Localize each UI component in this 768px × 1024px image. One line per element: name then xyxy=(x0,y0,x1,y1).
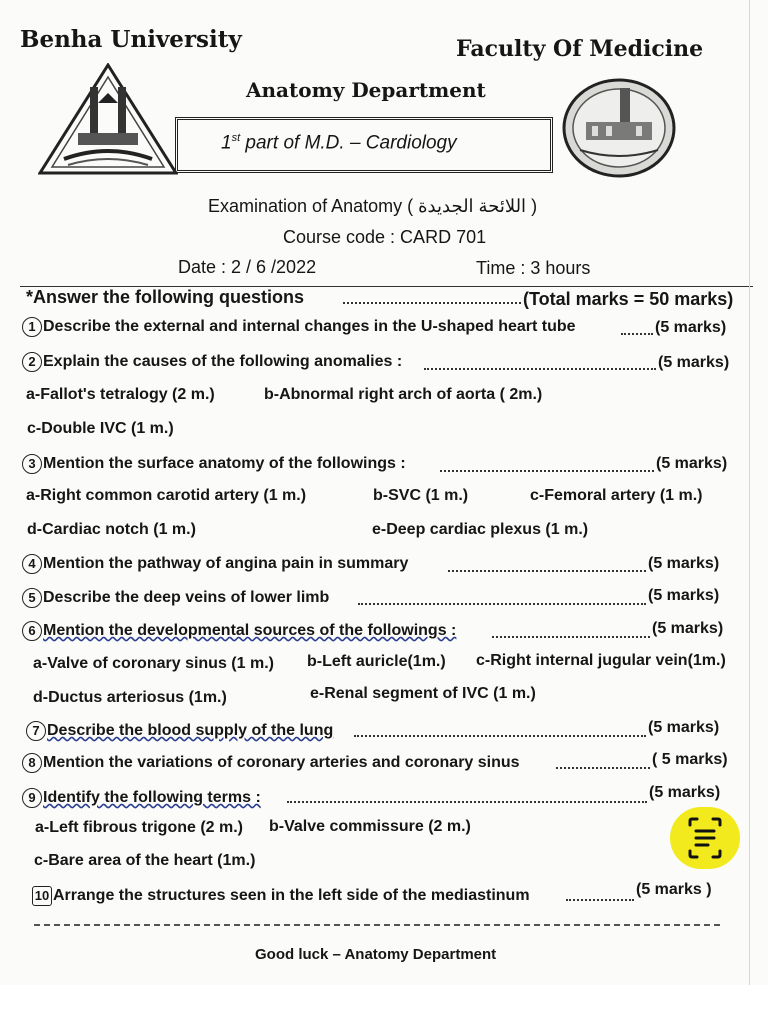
question-3: 3 Mention the surface anatomy of the followings : xyxy=(22,454,406,474)
q3-item-e: e-Deep cardiac plexus (1 m.) xyxy=(372,521,589,538)
q6-item-d: d-Ductus arteriosus (1m.) xyxy=(33,689,227,706)
question-6-marks: (5 marks) xyxy=(652,620,724,637)
q9-item-a: a-Left fibrous trigone (2 m.) xyxy=(35,819,243,836)
q9-item-c: c-Bare area of the heart (1m.) xyxy=(34,852,256,869)
q3-item-d: d-Cardiac notch (1 m.) xyxy=(27,521,196,538)
q9-item-b: b-Valve commissure (2 m.) xyxy=(269,818,471,835)
exam-date: Date : 2 / 6 /2022 xyxy=(178,257,317,277)
q6-item-a: a-Valve of coronary sinus (1 m.) xyxy=(33,655,274,672)
dot-leader xyxy=(448,570,646,572)
benha-university-logo-icon xyxy=(38,63,178,175)
question-2: 2 Explain the causes of the following anomalies : xyxy=(22,352,402,372)
total-marks: (Total marks = 50 marks) xyxy=(523,289,734,309)
question-9-marks: (5 marks) xyxy=(649,784,721,801)
dot-leader xyxy=(287,801,647,803)
text-scan-glyph xyxy=(670,807,740,869)
question-8: 8 Mention the variations of coronary arteries and coronary sinus xyxy=(22,753,520,773)
faculty-seal-icon xyxy=(562,78,676,178)
q2-item-a: a-Fallot's tetralogy (2 m.) xyxy=(26,386,215,403)
dashed-separator xyxy=(34,924,720,926)
question-5-marks: (5 marks) xyxy=(648,587,720,604)
question-8-marks: ( 5 marks) xyxy=(652,751,728,768)
course-code: Course code : CARD 701 xyxy=(283,227,487,247)
dot-leader xyxy=(492,636,650,638)
dot-leader xyxy=(424,368,656,370)
q6-item-b: b-Left auricle(1m.) xyxy=(307,653,446,670)
q3-item-b: b-SVC (1 m.) xyxy=(373,487,469,504)
dot-leader xyxy=(354,735,646,737)
bottom-margin xyxy=(0,985,768,1024)
text-scan-icon[interactable] xyxy=(670,807,740,869)
question-9: 9 Identify the following terms : xyxy=(22,788,261,808)
question-7-marks: (5 marks) xyxy=(648,719,720,736)
question-4-marks: (5 marks) xyxy=(648,555,720,572)
question-10: 10 Arrange the structures seen in the left side of the mediastinum xyxy=(32,886,530,906)
q2-item-c: c-Double IVC (1 m.) xyxy=(27,420,174,437)
q2-item-b: b-Abnormal right arch of aorta ( 2m.) xyxy=(264,386,543,403)
faculty-name: Faculty Of Medicine xyxy=(456,36,704,62)
q6-item-c: c-Right internal jugular vein(1m.) xyxy=(476,652,726,669)
question-3-marks: (5 marks) xyxy=(656,455,728,472)
instruction-text: *Answer the following questions xyxy=(26,287,305,307)
q3-item-c: c-Femoral artery (1 m.) xyxy=(530,487,703,504)
dot-leader xyxy=(566,899,634,901)
question-1-marks: (5 marks) xyxy=(655,319,727,336)
dot-leader xyxy=(621,333,653,335)
question-1: 1 Describe the external and internal changes in the U-shaped heart tube xyxy=(22,317,576,337)
dot-leader xyxy=(556,767,650,769)
question-6: 6 Mention the developmental sources of the followings : xyxy=(22,621,456,641)
footer-text: Good luck – Anatomy Department xyxy=(255,946,497,963)
exam-title: 1st part of M.D. – Cardiology xyxy=(221,132,457,154)
question-7: 7 Describe the blood supply of the lung xyxy=(26,721,333,741)
q3-item-a: a-Right common carotid artery (1 m.) xyxy=(26,487,307,504)
dot-leader xyxy=(343,302,521,304)
university-name: Benha University xyxy=(20,26,242,53)
dot-leader xyxy=(440,470,654,472)
q6-item-e: e-Renal segment of IVC (1 m.) xyxy=(310,685,536,702)
exam-time: Time : 3 hours xyxy=(476,258,591,278)
exam-name: Examination of Anatomy ( اللائحة الجديدة ) xyxy=(208,196,538,216)
question-2-marks: (5 marks) xyxy=(658,354,730,371)
question-10-marks: (5 marks ) xyxy=(636,881,712,898)
department-name: Anatomy Department xyxy=(246,78,486,102)
question-5: 5 Describe the deep veins of lower limb xyxy=(22,588,329,608)
dot-leader xyxy=(358,603,646,605)
question-4: 4 Mention the pathway of angina pain in summary xyxy=(22,554,408,574)
